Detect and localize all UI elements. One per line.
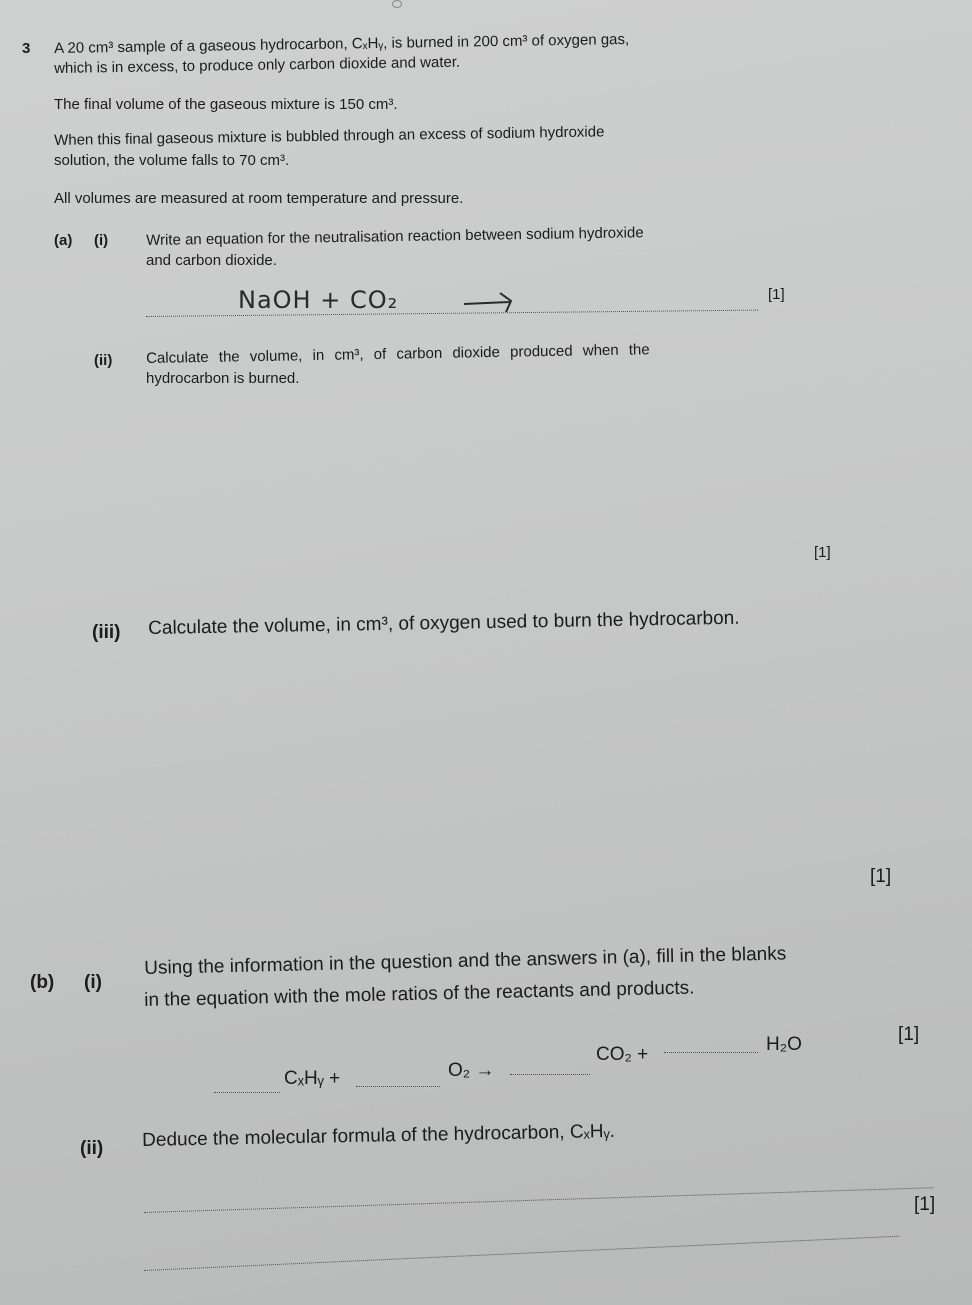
part-b-ii-line-1: Deduce the molecular formula of the hydrocarbon, CₓHᵧ.	[142, 1120, 616, 1151]
part-a-ii-label: (ii)	[94, 352, 113, 369]
naoh-line-2: solution, the volume falls to 70 cm³.	[54, 152, 290, 169]
answer-line-b-ii-1[interactable]	[144, 1187, 934, 1213]
eq-oxygen: O₂ →	[448, 1060, 495, 1081]
handwritten-answer-a-i: NaOH + CO₂	[238, 286, 399, 314]
eq-hydrocarbon: CₓHᵧ +	[284, 1068, 341, 1089]
part-a-iii-line-1: Calculate the volume, in cm³, of oxygen used to burn the hydrocarbon.	[148, 607, 740, 639]
part-a-iii-label: (iii)	[92, 622, 121, 643]
marks-a-iii: [1]	[870, 866, 892, 887]
blank-co2-ratio[interactable]	[510, 1074, 590, 1075]
handwritten-arrow	[462, 288, 522, 318]
part-a-ii-line-1: Calculate the volume, in cm³, of carbon dioxide produced when the	[146, 341, 650, 367]
eq-water: H₂O	[766, 1034, 802, 1055]
part-b-label: (b)	[30, 972, 55, 993]
marks-a-ii: [1]	[814, 544, 831, 561]
part-b-i-label: (i)	[84, 972, 102, 993]
part-a-ii-line-2: hydrocarbon is burned.	[146, 370, 300, 387]
part-a-i-line-2: and carbon dioxide.	[146, 252, 277, 269]
part-a-label: (a)	[54, 232, 73, 249]
naoh-line-1: When this final gaseous mixture is bubbled through an excess of sodium hydroxide	[54, 123, 605, 149]
answer-line-b-ii-2[interactable]	[144, 1236, 899, 1271]
final-volume-text: The final volume of the gaseous mixture is 150 cm³.	[54, 96, 398, 113]
punch-mark	[392, 0, 402, 8]
intro-line-2: which is in excess, to produce only carbon dioxide and water.	[54, 53, 461, 77]
marks-a-i: [1]	[768, 286, 785, 303]
marks-b-ii: [1]	[914, 1194, 936, 1215]
blank-hydrocarbon-ratio[interactable]	[214, 1092, 280, 1093]
marks-b-i: [1]	[898, 1024, 920, 1045]
part-b-i-line-1: Using the information in the question and the answers in (a), fill in the blanks	[144, 943, 787, 979]
part-a-i-line-1: Write an equation for the neutralisation reaction between sodium hydroxide	[146, 224, 644, 249]
eq-co2: CO₂ +	[596, 1044, 649, 1065]
part-b-i-line-2: in the equation with the mole ratios of the reactants and products.	[144, 977, 695, 1011]
blank-oxygen-ratio[interactable]	[356, 1086, 440, 1087]
part-b-ii-label: (ii)	[80, 1138, 104, 1159]
blank-water-ratio[interactable]	[664, 1052, 758, 1053]
question-number: 3	[22, 40, 31, 57]
conditions-text: All volumes are measured at room temperature and pressure.	[54, 190, 464, 207]
part-a-i-label: (i)	[94, 232, 109, 249]
intro-line-1: A 20 cm³ sample of a gaseous hydrocarbon, CₓHᵧ, is burned in 200 cm³ of oxygen gas,	[54, 30, 630, 57]
